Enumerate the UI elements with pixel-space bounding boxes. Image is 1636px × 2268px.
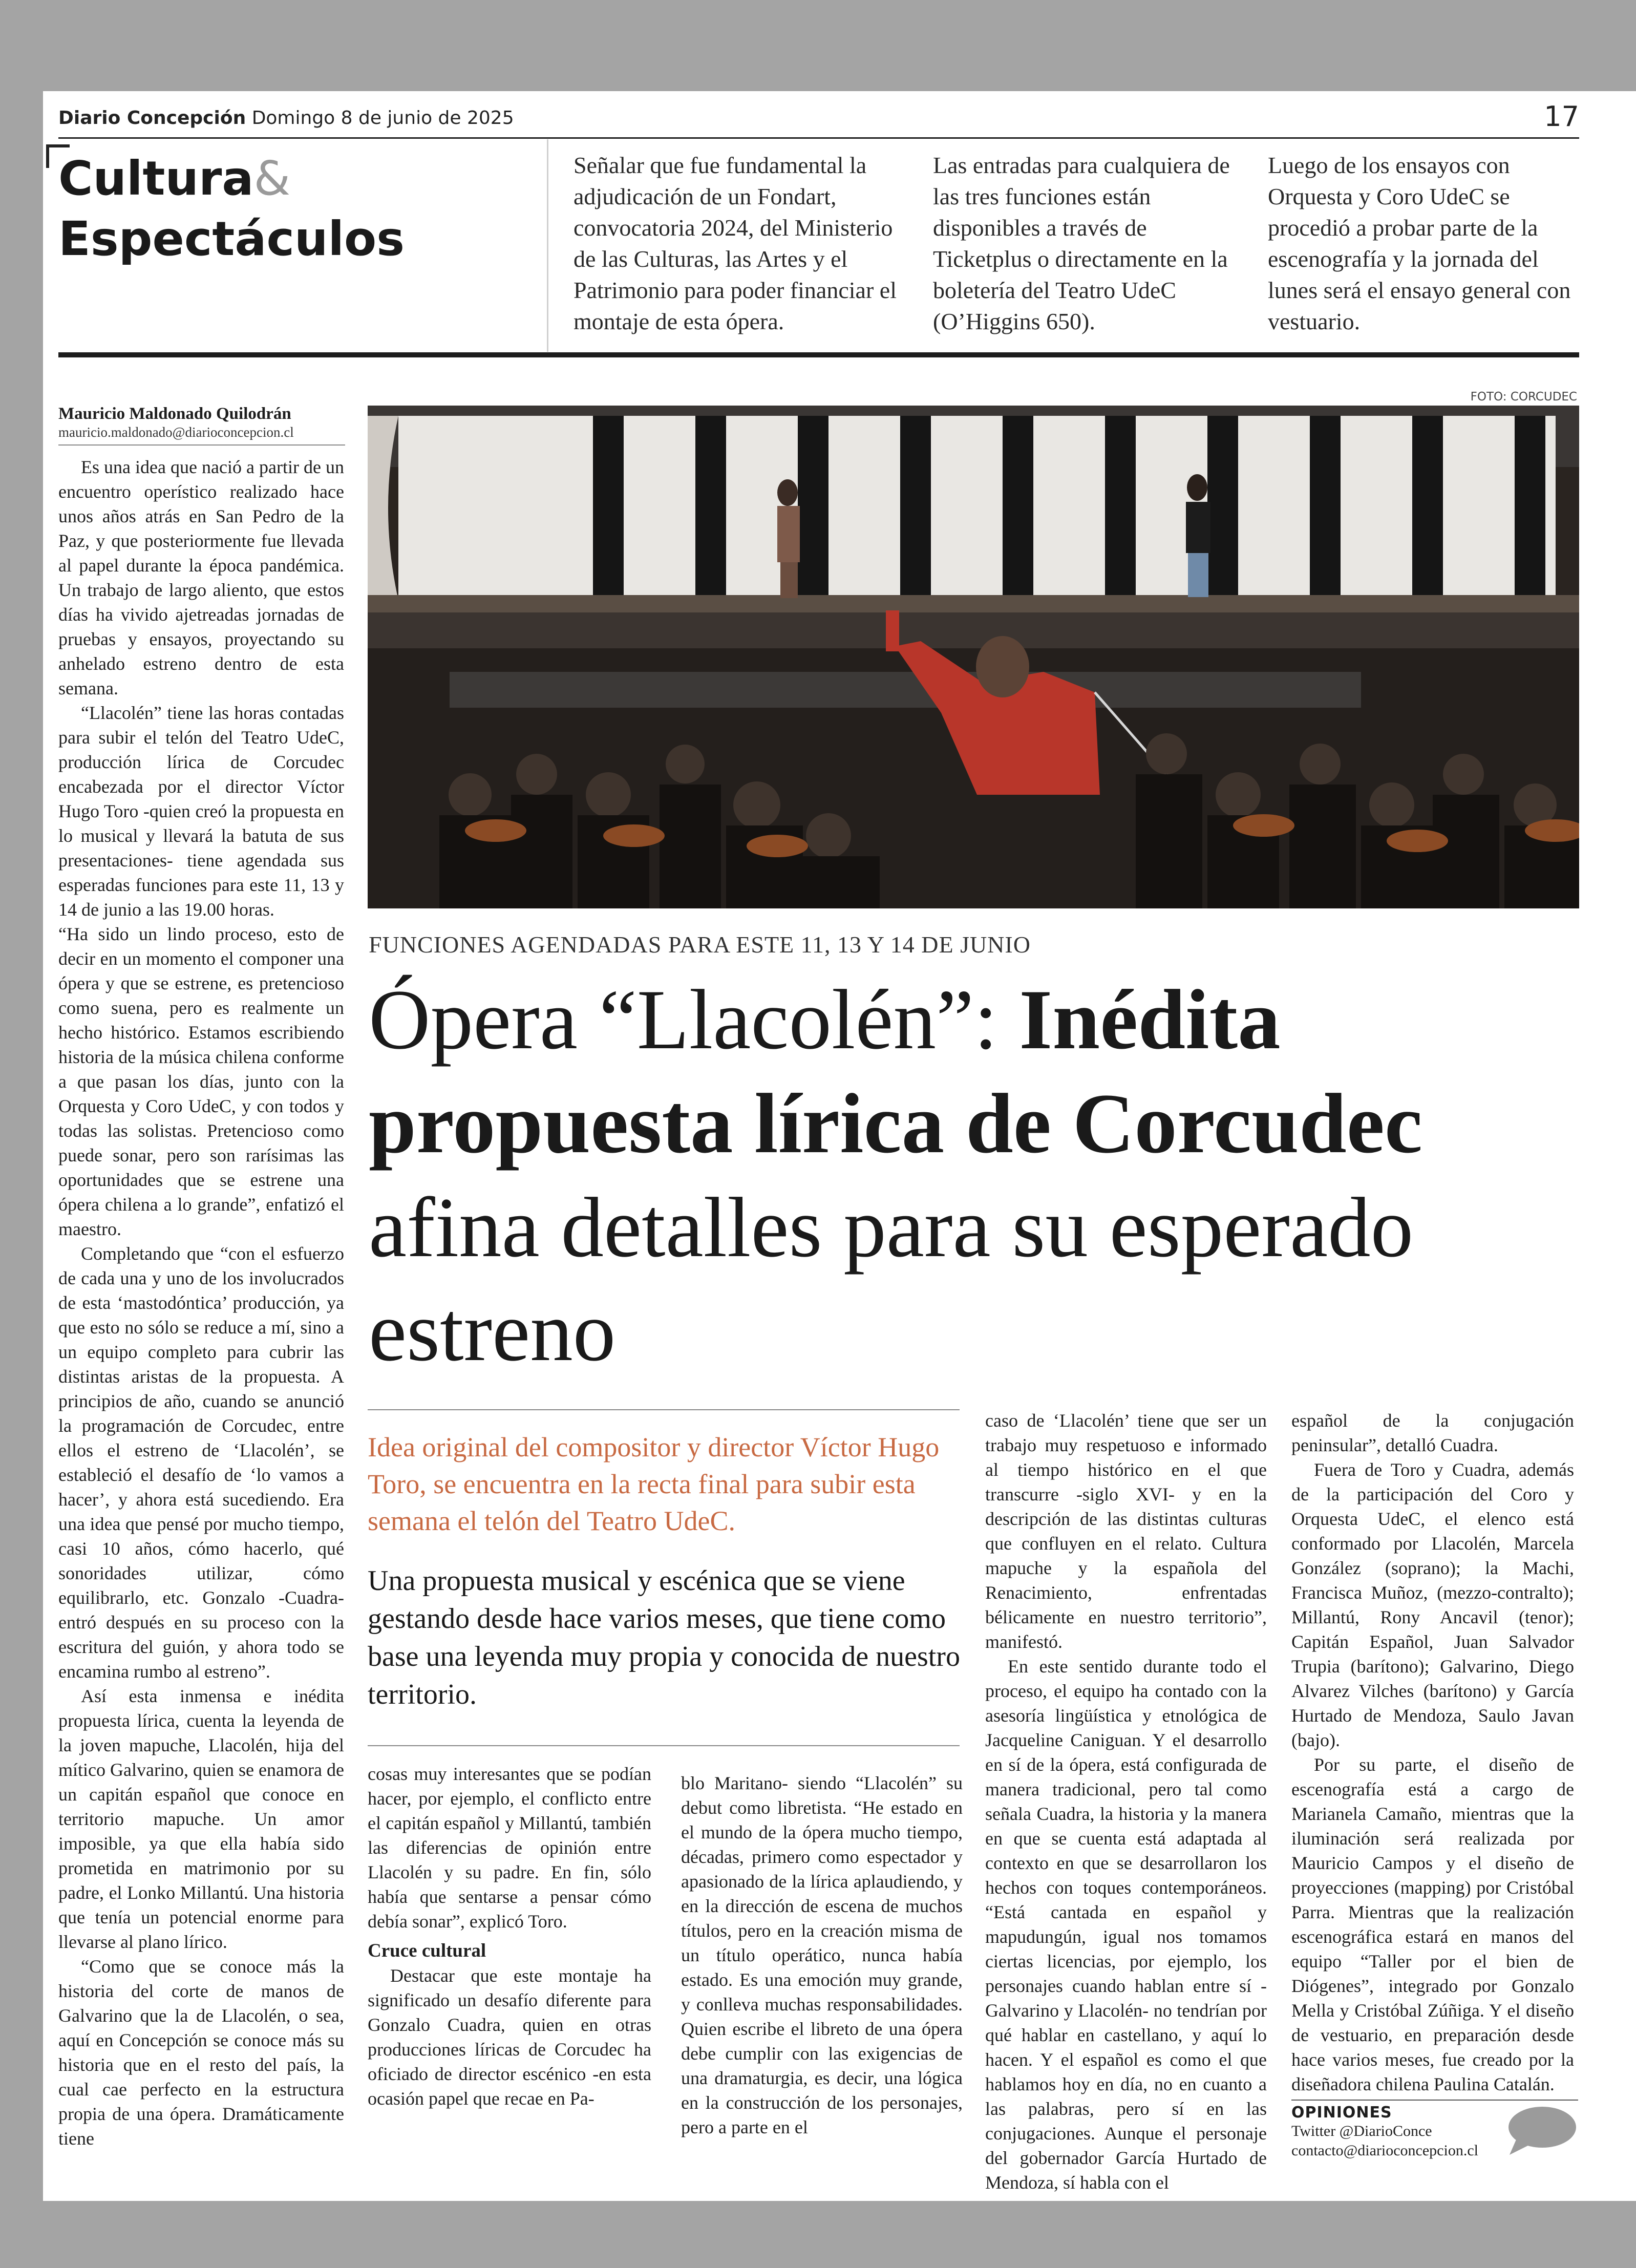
lead-rule-bottom	[368, 1745, 960, 1746]
body-column-3	[681, 1771, 963, 2139]
brief-tickets: Las entradas para cualquiera de las tres funciones están disponibles a través de Ticketplus o directamente en la boletería del Teatro UdeC (O’Higgins 650).	[933, 152, 1230, 334]
paragraph: blo Maritano- siendo “Llacolén” su debut como libretista. “He estado en el mundo de la ópera mucho tiempo, décadas, primero como espectador y apasionado de la lírica aplaudiendo, y en la dirección de escena de muchos títulos, pero en la creación misma de un título operático, nunca había estado. Es una emoción muy grande, y conlleva muchas responsabilidades. Quien escribe el libreto de una ópera debe cumplir con las exigencias de una dramaturgia, es decir, una lógica en la construcción de los personajes, pero a parte en el	[681, 1773, 963, 2137]
paragraph: Destacar que este montaje ha significado un desafío diferente para Gonzalo Cuadra, quien en otras producciones líricas de Corcudec ha oficiado de director escénico -en esta ocasión papel que recae en Pa-	[368, 1965, 651, 2109]
body-column-1	[58, 455, 344, 2151]
headline-kicker: FUNCIONES AGENDADAS PARA ESTE 11, 13 Y 14 DE JUNIO	[369, 931, 1031, 958]
section-word-2: Espectáculos	[58, 211, 405, 266]
newspaper-name: Diario Concepción	[58, 108, 246, 129]
opinion-email[interactable]: contacto@diarioconcepcion.cl	[1291, 2142, 1478, 2159]
headline	[369, 968, 1579, 1384]
lead-highlight: Idea original del compositor y director Víctor Hugo Toro, se encuentra en la recta final para subir esta semana el telón del Teatro UdeC.	[368, 1432, 940, 1536]
opinion-title: OPINIONES	[1291, 2104, 1392, 2122]
section-word-1: Cultura	[58, 151, 254, 206]
publication-date: Domingo 8 de junio de 2025	[251, 108, 514, 129]
headline-part-2: Inédita propuesta lírica de Corcudec	[369, 972, 1422, 1171]
paragraph: “Llacolén” tiene las horas contadas para subir el telón del Teatro UdeC, producción lírica de Corcudec encabezada por el director Víctor Hugo Toro -quien creó la propuesta en lo musical y llevará la batuta de sus presentaciones- tiene agendada sus esperadas funciones para este 11, 13 y 14 de junio a las 19.00 horas.	[58, 703, 344, 920]
paragraph: español de la conjugación peninsular”, detalló Cuadra.	[1291, 1410, 1574, 1455]
lead-rule-top	[368, 1409, 960, 1410]
author-name: Mauricio Maldonado Quilodrán	[58, 405, 291, 423]
paragraph: “Como que se conoce más la historia del corte de manos de Galvarino que la de Llacolén, o sea, aquí en Concepción se conoce más su historia que en el resto del país, la cual cae perfecto en la estructura propia de una ópera. Dramáticamente tiene	[58, 1956, 344, 2149]
opinion-twitter[interactable]: Twitter @DiarioConce	[1291, 2123, 1432, 2139]
body-column-5	[1291, 1408, 1574, 2096]
speech-bubble-icon	[1505, 2106, 1577, 2157]
page-header	[58, 100, 1579, 133]
paragraph: cosas muy interesantes que se podían hacer, por ejemplo, el conflicto entre el capitán español y Millantú, también las diferencias de opinión entre Llacolén y su padre. En fin, sólo había que sentarse a pensar cómo debía sonar”, explicó Toro.	[368, 1764, 651, 1932]
header-rule-thin	[58, 137, 1579, 139]
headline-part-3: afina detalles para su esperado estreno	[369, 1180, 1414, 1379]
page-number: 17	[1544, 100, 1579, 133]
paragraph: caso de ‘Llacolén’ tiene que ser un trabajo muy respetuoso e informado al tiempo histórico en el que transcurre -siglo XVI- y en la descripción de las distintas culturas que confluyen en el relato. Cultura mapuche y la española del Renacimiento, enfrentadas bélicamente en nuestro territorio”, manifestó.	[985, 1410, 1267, 1652]
paragraph: Así esta inmensa e inédita propuesta lírica, cuenta la leyenda de la joven mapuche, Llacolén, hija del mítico Galvarino, quien se enamora de un capitán español que conoce en territorio mapuche. Un amor imposible, ya que ella había sido prometida en matrimonio por su padre, el Lonko Millantú. Una historia que tenía un potencial enorme para llevarse al plano lírico.	[58, 1686, 344, 1952]
byline	[58, 405, 345, 446]
rehearsal-photo	[368, 406, 1579, 908]
body-column-2	[368, 1762, 651, 2111]
author-email: mauricio.maldonado@diarioconcepcion.cl	[58, 425, 294, 440]
paragraph: Completando que “con el esfuerzo de cada una y uno de los involucrados de esta ‘mastodóntica’ producción, ya que esto no sólo se reduce a mí, sino a un equipo completo para cubrir las distintas aristas de la propuesta. A principios de año, cuando se anunció la programación de Corcudec, entre ellos el estreno de ‘Llacolén’, se estableció el desafío de ‘lo vamos a hacer’, y ahora está sucediendo. Era una idea que pensé por mucho tiempo, casi 10 años, cómo hacerlo, qué sonoridades utilizar, cómo equilibrarlo, etc. Gonzalo -Cuadra- entró después en su proceso con la escritura del guión, y ahora todo se encamina rumbo al estreno”.	[58, 1243, 344, 1682]
headline-part-1: Ópera “Llacolén”:	[369, 972, 1019, 1067]
paragraph: “Ha sido un lindo proceso, esto de decir en un momento el componer una ópera y que se estrene, es pretencioso como suena, pero es realmente un hecho histórico. Estamos escribiendo historia de la música chilena conforme a que pasan los días, junto con la Orquesta y Coro UdeC, y con todos y todas las solistas. Pretencioso como puede sonar, pero son rarísimas las oportunidades que se estrene una ópera chilena a lo grande”, enfatizó el maestro.	[58, 924, 344, 1239]
subheading: Cruce cultural	[368, 1940, 486, 1961]
section-separator	[547, 139, 548, 352]
header-rule-thick	[58, 352, 1579, 357]
body-column-4	[985, 1408, 1267, 2195]
brief-fondart: Señalar que fue fundamental la adjudicación de un Fondart, convocatoria 2024, del Ministerio de las Culturas, las Artes y el Patrimonio para poder financiar el montaje de esta ópera.	[573, 152, 897, 334]
lead-summary: Una propuesta musical y escénica que se viene gestando desde hace varios meses, que tiene como base una leyenda muy propia y conocida de nuestro territorio.	[368, 1565, 960, 1710]
section-title	[58, 149, 529, 269]
paragraph: Fuera de Toro y Cuadra, además de la participación del Coro y Orquesta UdeC, el elenco está conformado por Llacolén, Marcela González (soprano); la Machi, Francisca Muñoz, (mezzo-contralto); Millantú, Rony Ancavil (tenor); Capitán Español, Juan Salvador Trupia (barítono); Galvarino, Diego Alvarez Vilches (barítono) y García Hurtado de Mendoza, Saulo Javan (bajo).	[1291, 1459, 1574, 1750]
section-ampersand: &	[253, 151, 291, 206]
brief-rehearsals: Luego de los ensayos con Orquesta y Coro UdeC se procedió a probar parte de la escenografía y la jornada del lunes será el ensayo general con vestuario.	[1268, 152, 1571, 334]
paragraph: En este sentido durante todo el proceso, el equipo ha contado con la asesoría lingüística y etnológica de Jacqueline Caniguan. Y el desarrollo en sí de la ópera, está configurada de manera tradicional, pero tal como señala Cuadra, la historia y la manera en que se cuenta está adaptada al contexto en que se desarrollaron los hechos con toques contemporáneos. “Está cantada en español y mapudungún, igual nos tomamos ciertas licencias, por ejemplo, los personajes cuando hablan entre sí -Galvarino y Llacolén- no tendrían por qué hablar en castellano, y aquí lo hacen. Y el español es como el que hablamos hoy en día, no en cuanto a las palabras, pero sí en las conjugaciones. Aunque el personaje del gobernador García Hurtado de Mendoza, sí habla con el	[985, 1656, 1267, 2193]
paragraph: Es una idea que nació a partir de un encuentro operístico realizado hace unos años atrás en San Pedro de la Paz, y que posteriormente fue llevada al papel durante la época pandémica. Un trabajo de largo aliento, que estos días ha vivido ajetreadas jornadas de pruebas y ensayos, proyectando su anhelado estreno dentro de esta semana.	[58, 457, 344, 698]
paragraph: Por su parte, el diseño de escenografía está a cargo de Marianela Camaño, mientras que la iluminación será realizada por Mauricio Campos y el diseño de proyecciones (mapping) por Cristóbal Parra. Mientras que la realización escenográfica estará en manos del equipo “Taller por el bien de Diógenes”, integrado por Gonzalo Mella y Cristóbal Zúñiga. Y el diseño de vestuario, en preparación desde hace varios meses, fue creado por la diseñadora chilena Paulina Catalán.	[1291, 1754, 1574, 2094]
photo-credit: FOTO: CORCUDEC	[1470, 390, 1577, 404]
